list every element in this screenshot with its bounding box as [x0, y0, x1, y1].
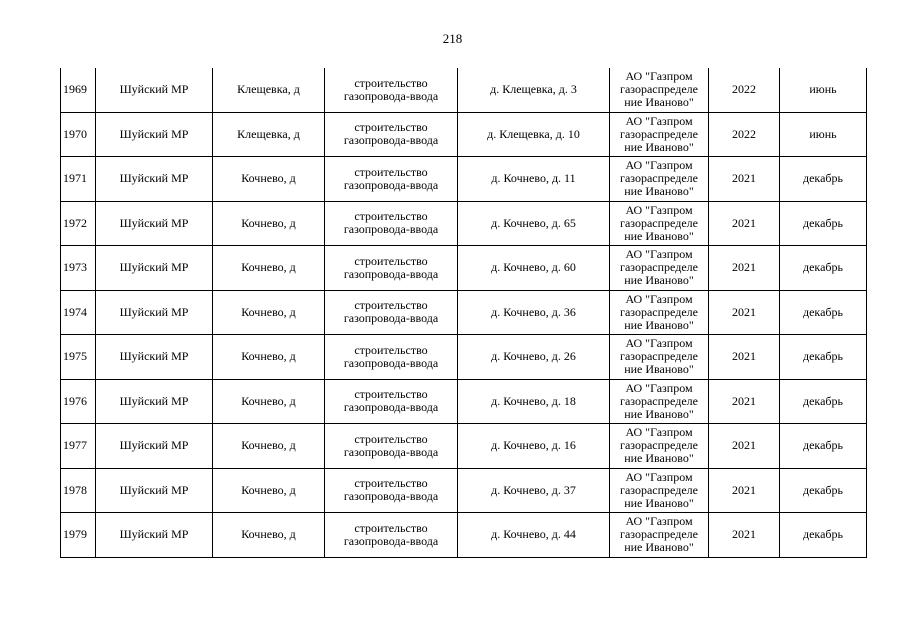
district-cell: Шуйский МР	[96, 468, 213, 513]
year-cell: 2021	[709, 201, 780, 246]
work-type-line: газопровода-ввода	[343, 400, 439, 415]
settlement-cell: Кочнево, д	[213, 424, 325, 469]
settlement-cell: Кочнево, д	[213, 201, 325, 246]
table-row	[61, 290, 867, 335]
organization-line: газораспределе	[620, 260, 698, 275]
table-row	[61, 201, 867, 246]
organization-line: газораспределе	[620, 393, 698, 408]
organization-line: АО "Газпром	[625, 247, 693, 262]
organization-line: ние Иваново"	[624, 184, 694, 199]
table-row	[61, 157, 867, 202]
year-cell: 2021	[709, 246, 780, 291]
organization-line: ние Иваново"	[624, 362, 694, 377]
year-cell: 2022	[709, 112, 780, 157]
organization-cell	[610, 112, 709, 157]
year-cell: 2021	[709, 157, 780, 202]
row-number-cell: 1974	[61, 290, 96, 335]
row-number-cell: 1972	[61, 201, 96, 246]
work-type-cell	[325, 201, 458, 246]
address-cell: д. Кочнево, д. 60	[458, 246, 610, 291]
work-type-line: строительство	[354, 387, 428, 402]
organization-line: АО "Газпром	[625, 202, 693, 217]
address-cell: д. Кочнево, д. 26	[458, 335, 610, 380]
organization-line: АО "Газпром	[625, 113, 693, 128]
month-cell: декабрь	[780, 290, 867, 335]
work-type-line: строительство	[354, 520, 428, 535]
table-row	[61, 335, 867, 380]
work-type-line: газопровода-ввода	[343, 177, 439, 192]
organization-cell	[610, 513, 709, 558]
work-type-line: газопровода-ввода	[343, 444, 439, 459]
organization-line: газораспределе	[620, 349, 698, 364]
district-cell: Шуйский МР	[96, 157, 213, 202]
month-cell: декабрь	[780, 468, 867, 513]
work-type-line: газопровода-ввода	[343, 533, 439, 548]
organization-line: ние Иваново"	[624, 95, 694, 110]
month-cell: декабрь	[780, 157, 867, 202]
year-cell: 2021	[709, 335, 780, 380]
organization-line: газораспределе	[620, 527, 698, 542]
settlement-cell: Клещевка, д	[213, 112, 325, 157]
year-cell: 2021	[709, 424, 780, 469]
address-cell: д. Кочнево, д. 18	[458, 379, 610, 424]
organization-cell	[610, 68, 709, 112]
organization-line: ние Иваново"	[624, 540, 694, 555]
table-row	[61, 424, 867, 469]
work-type-line: строительство	[354, 431, 428, 446]
district-cell: Шуйский МР	[96, 379, 213, 424]
work-type-cell	[325, 290, 458, 335]
organization-cell	[610, 201, 709, 246]
work-type-cell	[325, 513, 458, 558]
organization-line: АО "Газпром	[625, 69, 693, 84]
work-type-cell	[325, 379, 458, 424]
district-cell: Шуйский МР	[96, 68, 213, 112]
organization-line: АО "Газпром	[625, 514, 693, 529]
settlement-cell: Кочнево, д	[213, 379, 325, 424]
row-number-cell: 1970	[61, 112, 96, 157]
table-row	[61, 468, 867, 513]
year-cell: 2021	[709, 290, 780, 335]
organization-line: газораспределе	[620, 304, 698, 319]
work-type-cell	[325, 68, 458, 112]
row-number-cell: 1975	[61, 335, 96, 380]
work-type-line: газопровода-ввода	[343, 88, 439, 103]
settlement-cell: Кочнево, д	[213, 290, 325, 335]
organization-line: АО "Газпром	[625, 336, 693, 351]
organization-line: ние Иваново"	[624, 451, 694, 466]
row-number-cell: 1973	[61, 246, 96, 291]
district-cell: Шуйский МР	[96, 424, 213, 469]
work-type-line: строительство	[354, 75, 428, 90]
work-type-line: газопровода-ввода	[343, 133, 439, 148]
organization-line: ние Иваново"	[624, 228, 694, 243]
table-body	[61, 68, 867, 557]
work-type-line: строительство	[354, 298, 428, 313]
year-cell: 2021	[709, 513, 780, 558]
address-cell: д. Кочнево, д. 44	[458, 513, 610, 558]
organization-cell	[610, 424, 709, 469]
address-cell: д. Кочнево, д. 16	[458, 424, 610, 469]
organization-cell	[610, 157, 709, 202]
work-type-cell	[325, 112, 458, 157]
gasification-table	[60, 68, 867, 558]
month-cell: декабрь	[780, 513, 867, 558]
row-number-cell: 1977	[61, 424, 96, 469]
month-cell: июнь	[780, 68, 867, 112]
organization-line: АО "Газпром	[625, 380, 693, 395]
organization-line: газораспределе	[620, 438, 698, 453]
district-cell: Шуйский МР	[96, 290, 213, 335]
address-cell: д. Кочнево, д. 11	[458, 157, 610, 202]
organization-line: АО "Газпром	[625, 469, 693, 484]
organization-line: газораспределе	[620, 126, 698, 141]
organization-cell	[610, 290, 709, 335]
district-cell: Шуйский МР	[96, 246, 213, 291]
district-cell: Шуйский МР	[96, 335, 213, 380]
month-cell: июнь	[780, 112, 867, 157]
settlement-cell: Кочнево, д	[213, 335, 325, 380]
district-cell: Шуйский МР	[96, 513, 213, 558]
work-type-cell	[325, 468, 458, 513]
organization-line: газораспределе	[620, 82, 698, 97]
organization-line: ние Иваново"	[624, 139, 694, 154]
address-cell: д. Клещевка, д. 3	[458, 68, 610, 112]
settlement-cell: Кочнево, д	[213, 513, 325, 558]
row-number-cell: 1979	[61, 513, 96, 558]
work-type-line: строительство	[354, 164, 428, 179]
table-row	[61, 112, 867, 157]
address-cell: д. Кочнево, д. 65	[458, 201, 610, 246]
work-type-line: газопровода-ввода	[343, 355, 439, 370]
row-number-cell: 1969	[61, 68, 96, 112]
settlement-cell: Клещевка, д	[213, 68, 325, 112]
month-cell: декабрь	[780, 246, 867, 291]
work-type-cell	[325, 335, 458, 380]
work-type-line: газопровода-ввода	[343, 489, 439, 504]
row-number-cell: 1971	[61, 157, 96, 202]
organization-line: газораспределе	[620, 215, 698, 230]
settlement-cell: Кочнево, д	[213, 468, 325, 513]
table-row	[61, 246, 867, 291]
organization-line: ние Иваново"	[624, 273, 694, 288]
organization-line: газораспределе	[620, 171, 698, 186]
organization-line: АО "Газпром	[625, 291, 693, 306]
work-type-cell	[325, 246, 458, 291]
month-cell: декабрь	[780, 201, 867, 246]
address-cell: д. Клещевка, д. 10	[458, 112, 610, 157]
month-cell: декабрь	[780, 379, 867, 424]
month-cell: декабрь	[780, 335, 867, 380]
table-row	[61, 513, 867, 558]
work-type-line: строительство	[354, 476, 428, 491]
district-cell: Шуйский МР	[96, 201, 213, 246]
settlement-cell: Кочнево, д	[213, 246, 325, 291]
work-type-line: газопровода-ввода	[343, 311, 439, 326]
page-number: 218	[442, 31, 463, 46]
work-type-cell	[325, 157, 458, 202]
organization-cell	[610, 335, 709, 380]
organization-line: АО "Газпром	[625, 158, 693, 173]
organization-cell	[610, 468, 709, 513]
work-type-line: строительство	[354, 253, 428, 268]
work-type-line: строительство	[354, 342, 428, 357]
organization-line: ние Иваново"	[624, 406, 694, 421]
address-cell: д. Кочнево, д. 37	[458, 468, 610, 513]
work-type-line: строительство	[354, 120, 428, 135]
organization-line: газораспределе	[620, 482, 698, 497]
month-cell: декабрь	[780, 424, 867, 469]
organization-line: АО "Газпром	[625, 425, 693, 440]
organization-line: ние Иваново"	[624, 317, 694, 332]
district-cell: Шуйский МР	[96, 112, 213, 157]
organization-line: ние Иваново"	[624, 495, 694, 510]
year-cell: 2022	[709, 68, 780, 112]
year-cell: 2021	[709, 379, 780, 424]
work-type-cell	[325, 424, 458, 469]
organization-cell	[610, 246, 709, 291]
work-type-line: газопровода-ввода	[343, 222, 439, 237]
work-type-line: газопровода-ввода	[343, 266, 439, 281]
table-row	[61, 379, 867, 424]
settlement-cell: Кочнево, д	[213, 157, 325, 202]
address-cell: д. Кочнево, д. 36	[458, 290, 610, 335]
table-row	[61, 68, 867, 112]
row-number-cell: 1976	[61, 379, 96, 424]
year-cell: 2021	[709, 468, 780, 513]
row-number-cell: 1978	[61, 468, 96, 513]
organization-cell	[610, 379, 709, 424]
work-type-line: строительство	[354, 209, 428, 224]
